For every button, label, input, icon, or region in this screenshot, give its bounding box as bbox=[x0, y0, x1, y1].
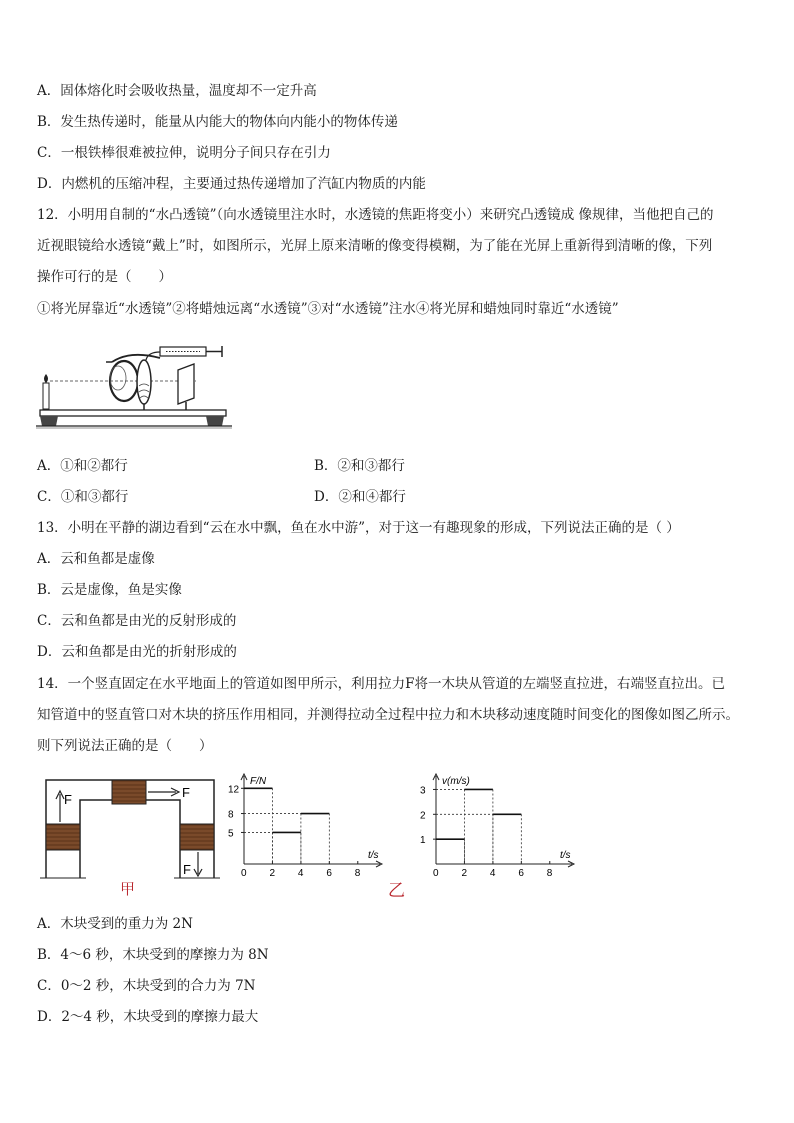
q12-option-b: B．②和③都行 bbox=[314, 458, 405, 474]
velocity-time-chart bbox=[414, 772, 594, 882]
q14-stem-line1: 14．一个竖直固定在水平地面上的管道如图甲所示，利用拉力F将一木块从管道的左端竖直拉进，右端竖直拉出。已 bbox=[37, 676, 726, 692]
velocity-chart-y-label: v(m/s) bbox=[442, 776, 470, 787]
q11-option-a: A．固体熔化时会吸收热量，温度却不一定升高 bbox=[37, 83, 317, 99]
q11-option-b: B．发生热传递时，能量从内能大的物体向内能小的物体传递 bbox=[37, 114, 398, 130]
force-chart-y-label: F/N bbox=[250, 776, 267, 787]
velocity-chart-y-tick-label-1: 2 bbox=[420, 810, 426, 822]
q13-option-c: C．云和鱼都是由光的反射形成的 bbox=[37, 613, 237, 629]
force-time-chart bbox=[222, 772, 394, 882]
arrow-right-icon bbox=[148, 788, 179, 796]
force-label-left: F bbox=[64, 792, 72, 807]
q14-option-a: A．木块受到的重力为 2N bbox=[37, 916, 193, 932]
velocity-chart-y-tick-label-2: 3 bbox=[420, 785, 426, 797]
velocity-chart-x-tick-label-4: 8 bbox=[546, 868, 553, 879]
optical-bench bbox=[36, 410, 232, 428]
velocity-chart-x-tick-label-2: 4 bbox=[489, 868, 496, 879]
q13-option-a: A．云和鱼都是虚像 bbox=[37, 551, 155, 567]
q13-stem: 13．小明在平静的湖边看到“云在水中飘，鱼在水中游”，对于这一有趣现象的形成，下列说法正确的是（ ） bbox=[37, 520, 680, 536]
top-block bbox=[112, 780, 146, 804]
force-label-right: F bbox=[183, 862, 191, 877]
q11-option-d: D．内燃机的压缩冲程，主要通过热传递增加了汽缸内物质的内能 bbox=[37, 176, 426, 192]
optical-bench-figure bbox=[36, 336, 236, 440]
arrow-up-icon bbox=[56, 791, 64, 822]
q12-option-a: A．①和②都行 bbox=[37, 458, 128, 474]
q12-stem-line3: 操作可行的是（ ） bbox=[37, 269, 172, 285]
force-chart-y-tick-label-1: 8 bbox=[228, 809, 234, 821]
force-chart-x-label: t/s bbox=[368, 850, 379, 861]
q12-stem-line2: 近视眼镜给水透镜“戴上”时，如图所示，光屏上原来清晰的像变得模糊，为了能在光屏上重新得到清晰的像，下列 bbox=[37, 238, 713, 254]
screen-icon bbox=[178, 364, 194, 412]
candle-icon bbox=[43, 374, 49, 409]
force-chart-x-tick-label-2: 4 bbox=[297, 868, 304, 879]
velocity-chart-x-tick-label-0: 0 bbox=[433, 868, 439, 879]
force-chart-x-tick-label-4: 8 bbox=[354, 868, 361, 879]
right-block bbox=[180, 824, 214, 850]
q14-stem-line3: 则下列说法正确的是（ ） bbox=[37, 738, 213, 754]
force-chart-x-tick-label-1: 2 bbox=[269, 868, 276, 879]
q14-option-c: C．0～2 秒，木块受到的合力为 7N bbox=[37, 978, 256, 994]
force-chart-y-tick-label-2: 12 bbox=[228, 784, 240, 796]
water-lens-icon bbox=[137, 360, 151, 412]
force-chart-x-tick-label-0: 0 bbox=[241, 868, 247, 879]
velocity-chart-x-label: t/s bbox=[560, 850, 571, 861]
q12-option-d: D．②和④都行 bbox=[314, 489, 406, 505]
figure-label-yi: 乙 bbox=[388, 881, 405, 901]
q14-option-b: B．4～6 秒，木块受到的摩擦力为 8N bbox=[37, 947, 269, 963]
velocity-chart-y-tick-label-0: 1 bbox=[420, 835, 426, 847]
pipe-figure bbox=[40, 772, 220, 900]
q13-option-d: D．云和鱼都是由光的折射形成的 bbox=[37, 644, 237, 660]
q13-option-b: B．云是虚像，鱼是实像 bbox=[37, 582, 182, 598]
left-block bbox=[46, 824, 80, 850]
q14-stem-line2: 知管道中的竖直管口对木块的挤压作用相同，并测得拉动全过程中拉力和木块移动速度随时间变化的图像如图乙所示。 bbox=[37, 707, 739, 723]
velocity-chart-x-tick-label-1: 2 bbox=[461, 868, 468, 879]
q12-option-c: C．①和③都行 bbox=[37, 489, 129, 505]
glasses-icon bbox=[106, 355, 160, 401]
force-label-top: F bbox=[182, 785, 190, 800]
q12-stem-line1: 12．小明用自制的“水凸透镜”（向水透镜里注水时，水透镜的焦距将变小）来研究凸透镜成 像规律，当他把自己的 bbox=[37, 207, 714, 223]
figure-label-jia: 甲 bbox=[120, 881, 136, 898]
force-chart-x-tick-label-3: 6 bbox=[326, 868, 332, 879]
q12-statements: ①将光屏靠近“水透镜”②将蜡烛远离“水透镜”③对“水透镜”注水④将光屏和蜡烛同时靠近“水透镜” bbox=[37, 301, 619, 317]
q11-option-c: C．一根铁棒很难被拉伸，说明分子间只存在引力 bbox=[37, 145, 331, 161]
arrow-down-icon bbox=[194, 852, 202, 876]
velocity-chart-x-tick-label-3: 6 bbox=[518, 868, 524, 879]
q14-option-d: D．2～4 秒，木块受到的摩擦力最大 bbox=[37, 1009, 259, 1025]
force-chart-y-tick-label-0: 5 bbox=[228, 828, 234, 840]
